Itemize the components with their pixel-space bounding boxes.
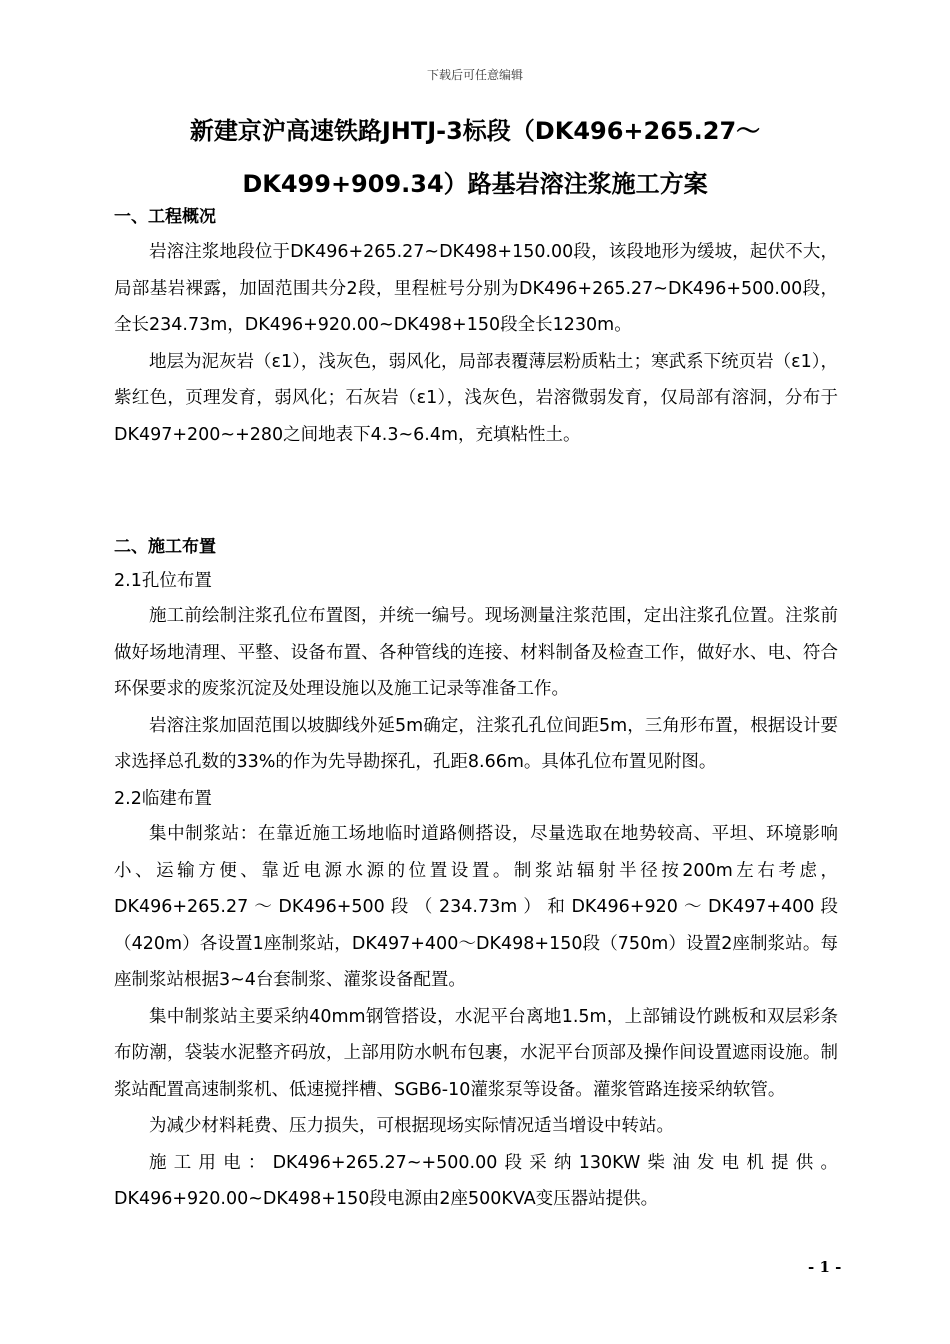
subsection-2-1-body [114, 598, 838, 781]
paragraph-hole-layout-prep: 施工前绘制注浆孔位布置图，并统一编号。现场测量注浆范围，定出注浆孔位置。注浆前做好场地清理、平整、设备布置、各种管线的连接、材料制备及检查工作，做好水、电、符合环保要求的废浆沉淀及处理设施以及施工记录等准备工作。 [114, 606, 838, 699]
subsection-2-2-heading: 2.2临建布置 [114, 789, 212, 809]
subsection-2-1-heading: 2.1孔位布置 [114, 571, 212, 591]
subsection-2-2-body [114, 816, 838, 1218]
document-title-line-1: 新建京沪高速铁路JHTJ-3标段（DK496+265.27～ [189, 117, 761, 145]
paragraph-geology: 地层为泥灰岩（ε1），浅灰色，弱风化，局部表覆薄层粉质粘土；寒武系下统页岩（ε1），紫红色，页理发育，弱风化；石灰岩（ε1），浅灰色，岩溶微弱发育，仅局部有溶洞，分布于DK497+200~+280之间地表下4.3~6.4m，充填粘性土。 [114, 351, 838, 445]
paragraph-power-supply: 施工用电：DK496+265.27~+500.00段采纳130KW柴油发电机提供。DK496+920.00~DK498+150段电源由2座500KVA变压器站提供。 [114, 1152, 838, 1209]
page-number: - 1 - [808, 1258, 842, 1276]
paragraph-transfer-station: 为减少材料耗费、压力损失，可根据现场实际情况适当增设中转站。 [149, 1116, 674, 1136]
section-2-heading: 二、施工布置 [114, 537, 216, 557]
paragraph-station-structure: 集中制浆站主要采纳40mm钢管搭设，水泥平台离地1.5m，上部铺设竹跳板和双层彩条布防潮，袋装水泥整齐码放，上部用防水帆布包裹，水泥平台顶部及操作间设置遮雨设施。制浆站配置高速制浆机、低速搅拌槽、SGB6-10灌浆泵等设备。灌浆管路连接采纳软管。 [114, 1006, 838, 1100]
paragraph-site-overview: 岩溶注浆地段位于DK496+265.27~DK498+150.00段，该段地形为缓坡，起伏不大，局部基岩裸露，加固范围共分2段，里程桩号分别为DK496+265.27~DK496+500.00段，全长234.73m，DK496+920.00~DK498+150段全长1230m。 [114, 242, 838, 335]
section-1-heading: 一、工程概况 [114, 207, 216, 227]
paragraph-mixing-station: 集中制浆站：在靠近施工场地临时道路侧搭设，尽量选取在地势较高、平坦、环境影响小、运输方便、靠近电源水源的位置设置。制浆站辐射半径按200m左右考虑，DK496+265.27 ～ DK496+500 段 （ 234.73m ） 和 DK496+920 ～ DK497+400 段（420m）各设置1座制浆站，DK497+400～DK498+150段（750m）设置2座制浆站。每座制浆站根据3~4台套制浆、灌浆设备配置。 [114, 824, 838, 990]
section-1-body [114, 234, 838, 453]
header-note: 下载后可任意编辑 [426, 68, 523, 82]
document-title-line-2: DK499+909.34）路基岩溶注浆施工方案 [242, 170, 708, 198]
paragraph-hole-spacing: 岩溶注浆加固范围以坡脚线外延5m确定，注浆孔孔位间距5m，三角形布置，根据设计要求选择总孔数的33%的作为先导勘探孔，孔距8.66m。具体孔位布置见附图。 [114, 715, 838, 772]
